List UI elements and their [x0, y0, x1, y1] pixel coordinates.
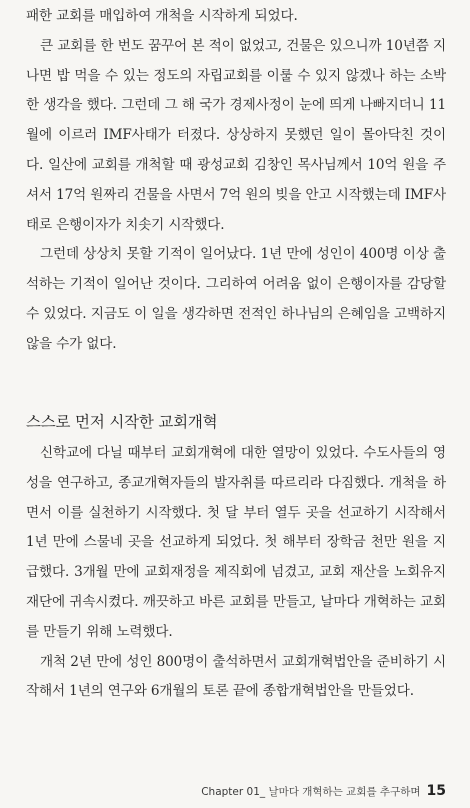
- footer-chapter: Chapter 01: [201, 786, 260, 798]
- lower-text-block: [26, 439, 446, 707]
- section-heading: 스스로 먼저 시작한 교회개혁: [26, 413, 218, 431]
- page-number: 15: [426, 783, 446, 799]
- running-footer: [201, 780, 446, 799]
- footer-separator: _: [259, 786, 266, 798]
- upper-text-block: [26, 2, 446, 360]
- footer-title: 날마다 개혁하는 교회를 추구하며: [265, 786, 421, 798]
- paragraph-church-founding: 큰 교회를 한 번도 꿈꾸어 본 적이 없었고, 건물은 있으니까 10년쯤 지나면 밥 먹을 수 있는 정도의 자립교회를 이룰 수 있지 않겠나 하는 소박한 생각을 했다. 그런데 그 해 국가 경제사정이 눈에 띄게 나빠지더니 11월에 이르러 IMF사태가 터졌다. 상상하지 못했던 일이 몰아닥친 것이다. 일산에 교회를 개척할 때 광성교회 김창인 목사님께서 10억 원을 주셔서 17억 원짜리 건물을 사면서 7억 원의 빚을 안고 시작했는데 IMF사태로 은행이자가 치솟기 시작했다.: [26, 37, 447, 233]
- paragraph-reform-aspiration: 신학교에 다닐 때부터 교회개혁에 대한 열망이 있었다. 수도사들의 영성을 연구하고, 종교개혁자들의 발자취를 따르리라 다짐했다. 개척을 하면서 이를 실천하기 시작했다. 첫 달 부터 열두 곳을 선교하기 시작해서 1년 만에 스물네 곳을 선교하게 되었다. 첫 해부터 장학금 천만 원을 지급했다. 3개월 만에 교회재정을 제직회에 넘겼고, 교회 재산을 노회유지재단에 귀속시켰다. 깨끗하고 바른 교회를 만들고, 날마다 개혁하는 교회를 만들기 위해 노력했다.: [26, 445, 446, 640]
- paragraph-miracle: 그런데 상상치 못할 기적이 일어났다. 1년 만에 성인이 400명 이상 출석하는 기적이 일어난 것이다. 그리하여 어려움 없이 은행이자를 감당할 수 있었다. 지금도 이 일을 생각하면 전적인 하나님의 은혜임을 고백하지 않을 수가 없다.: [26, 246, 446, 352]
- paragraph-reform-bill: 개척 2년 만에 성인 800명이 출석하면서 교회개혁법안을 준비하기 시작해서 1년의 연구와 6개월의 토론 끝에 종합개혁법안을 만들었다.: [26, 653, 446, 700]
- paragraph-continuation: 패한 교회를 매입하여 개척을 시작하게 되었다.: [26, 8, 298, 24]
